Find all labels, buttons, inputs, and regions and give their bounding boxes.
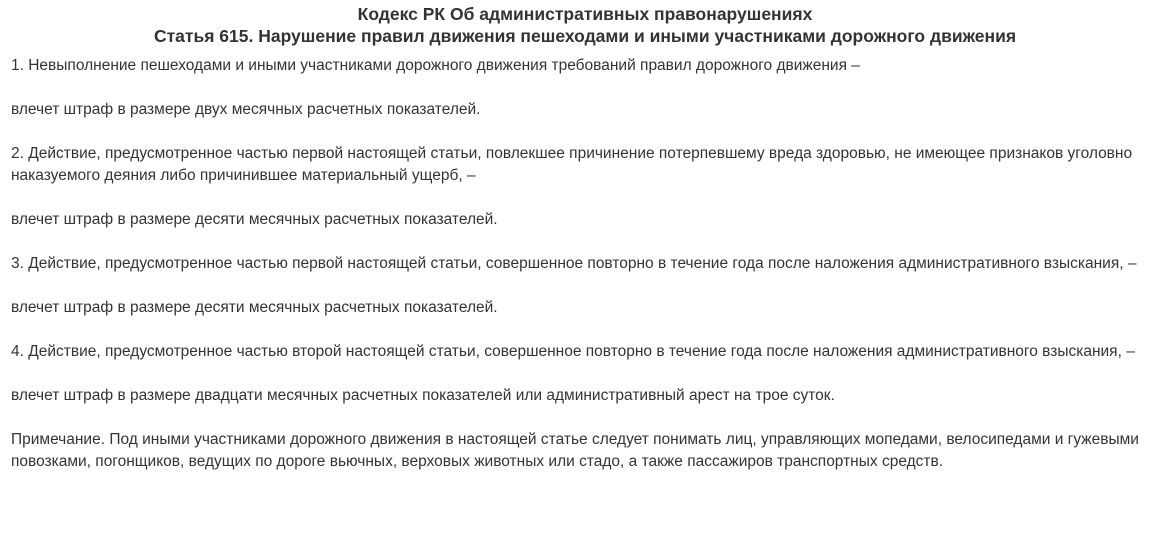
paragraph-penalty-4: влечет штраф в размере двадцати месячных расчетных показателей или административный арест на трое суток. — [11, 387, 835, 404]
paragraph-part-3: 3. Действие, предусмотренное частью первой настоящей статьи, совершенное повторно в течение года после наложения административного взыскания, – — [11, 255, 1137, 272]
paragraph-penalty-3: влечет штраф в размере десяти месячных расчетных показателей. — [11, 299, 498, 316]
paragraph-part-1: 1. Невыполнение пешеходами и иными участниками дорожного движения требований правил дорожного движения – — [11, 57, 860, 74]
paragraph-part-4: 4. Действие, предусмотренное частью второй настоящей статьи, совершенное повторно в течение года после наложения административного взыскания, – — [11, 343, 1135, 360]
article-title: Статья 615. Нарушение правил движения пешеходами и иными участниками дорожного движения — [153, 26, 1017, 46]
paragraph-penalty-2: влечет штраф в размере десяти месячных расчетных показателей. — [11, 211, 498, 228]
document-title: Кодекс РК Об административных правонарушениях — [357, 4, 813, 24]
paragraph-part-2: 2. Действие, предусмотренное частью первой настоящей статьи, повлекшее причинение потерпевшему вреда здоровью, не имеющее признаков уголовно наказуемого деяния либо причинившее материальный ущерб, – — [11, 145, 1133, 184]
document-header — [11, 0, 1159, 47]
paragraph-penalty-1: влечет штраф в размере двух месячных расчетных показателей. — [11, 101, 481, 118]
paragraph-note: Примечание. Под иными участниками дорожного движения в настоящей статье следует понимать лиц, управляющих мопедами, велосипедами и гужевыми повозками, погонщиков, ведущих по дороге вьючных, верховых животных или стадо, а также пассажиров транспортных средств. — [11, 431, 1139, 470]
